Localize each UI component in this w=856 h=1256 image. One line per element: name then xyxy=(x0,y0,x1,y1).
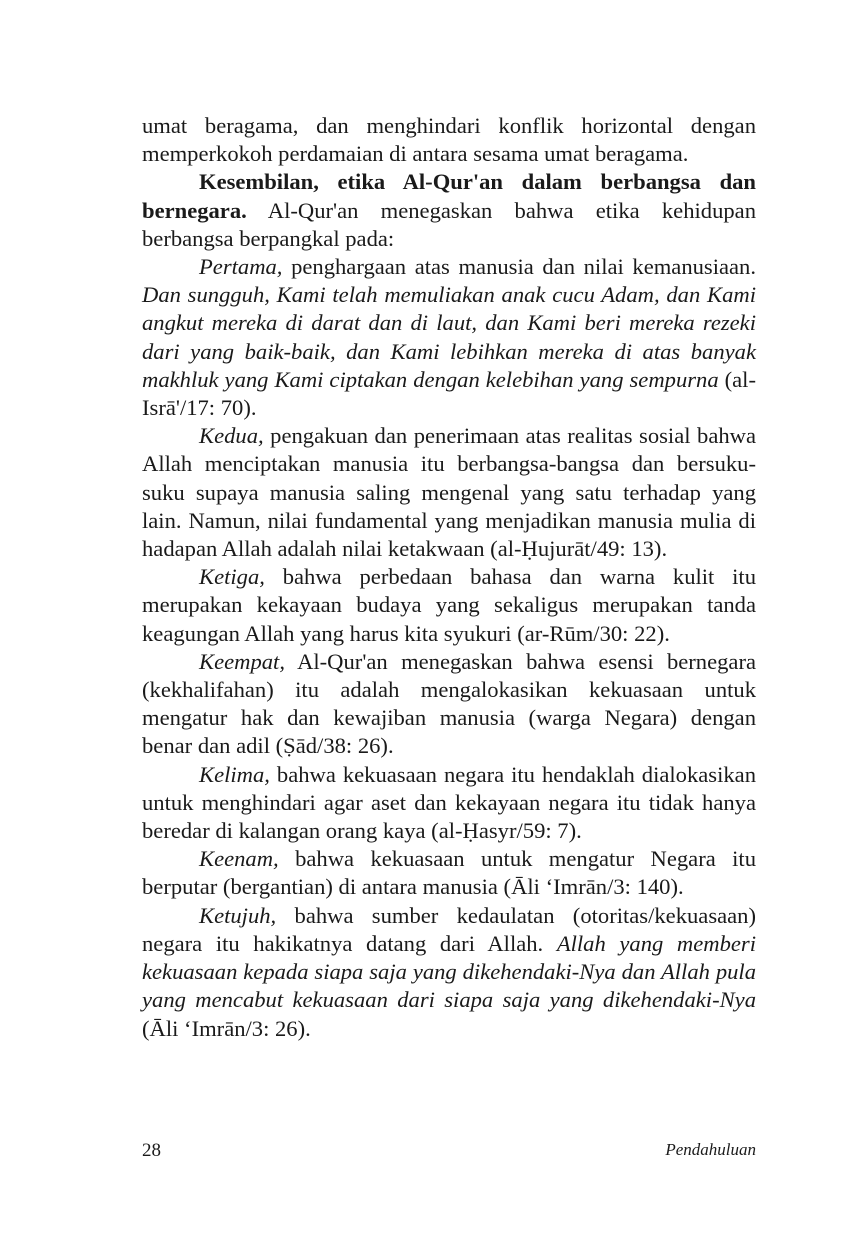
page-body xyxy=(142,112,756,1043)
text-run: umat beragama, dan menghindari konflik horizontal dengan memperkokoh perdamaian di antara sesama umat beragama. xyxy=(142,113,756,167)
text-run: Al-Qur'an menegaskan bahwa esensi bernegara (kekhalifahan) itu adalah mengalokasikan kekuasaan untuk mengatur hak dan kewajiban manusia (warga Negara) dengan benar dan adil (Ṣād/38: 26). xyxy=(142,648,756,759)
text-run: (Āli ‘Imrān/3: 26). xyxy=(142,1015,311,1041)
paragraph xyxy=(142,563,756,648)
italic-text: Allah yang memberi kekuasaan kepada siapa saja yang dikehendaki-Nya dan Allah pula yang mencabut kekuasaan dari siapa saja yang dikehendaki-Nya xyxy=(142,930,756,1013)
text-run: (al-Isrā'/17: 70). xyxy=(142,366,756,421)
page-footer xyxy=(142,1140,756,1162)
text-run: pengakuan dan penerimaan atas realitas sosial bahwa Allah menciptakan manusia itu berbangsa-bangsa dan bersuku-suku supaya manusia saling mengenal yang satu terhadap yang lain. Namun, nilai fundamental yang menjadikan manusia mulia di hadapan Allah adalah nilai ketakwaan (al-Ḥujurāt/49: 13). xyxy=(142,423,756,562)
text-run: bahwa sumber kedaulatan (otoritas/kekuasaan) negara itu hakikatnya datang dari Allah. xyxy=(142,902,756,956)
page-number: 28 xyxy=(142,1140,161,1161)
italic-text: Kelima, xyxy=(199,761,270,787)
italic-text: Keenam, xyxy=(199,846,279,872)
italic-text: Keempat, xyxy=(199,648,285,674)
paragraph xyxy=(142,253,756,422)
text-run: bahwa kekuasaan untuk mengatur Negara itu berputar (bergantian) di antara manusia (Āli ‘Imrān/3: 140). xyxy=(142,846,756,900)
text-run: bahwa kekuasaan negara itu hendaklah dialokasikan untuk menghindari agar aset dan kekayaan negara itu tidak hanya beredar di kalangan orang kaya (al-Ḥasyr/59: 7). xyxy=(142,761,756,844)
running-head: Pendahuluan xyxy=(665,1140,756,1159)
paragraph xyxy=(142,648,756,761)
paragraph xyxy=(142,902,756,1043)
bold-text: Kesembilan, etika Al-Qur'an dalam berbangsa dan bernegara. xyxy=(142,169,756,223)
italic-text: Ketujuh, xyxy=(199,902,277,928)
italic-text: Kedua, xyxy=(199,423,264,449)
text-run: bahwa perbedaan bahasa dan warna kulit itu merupakan kekayaan budaya yang sekaligus merupakan tanda keagungan Allah yang harus kita syukuri (ar-Rūm/30: 22). xyxy=(142,564,756,646)
italic-text: Pertama, xyxy=(199,254,283,280)
italic-text: Dan sungguh, Kami telah memuliakan anak cucu Adam, dan Kami angkut mereka di darat dan di laut, dan Kami beri mereka rezeki dari yang baik-baik, dan Kami lebihkan mereka di atas banyak makhluk yang Kami ciptakan dengan kelebihan yang sempurna xyxy=(142,282,756,392)
italic-text: Ketiga, xyxy=(199,564,265,590)
paragraph xyxy=(142,845,756,901)
paragraph xyxy=(142,422,756,563)
text-run: Al-Qur'an menegaskan bahwa etika kehidupan berbangsa berpangkal pada: xyxy=(142,197,756,251)
text-run: penghargaan atas manusia dan nilai kemanusiaan. xyxy=(282,254,756,280)
paragraph xyxy=(142,761,756,846)
paragraph xyxy=(142,112,756,168)
paragraph xyxy=(142,168,756,253)
